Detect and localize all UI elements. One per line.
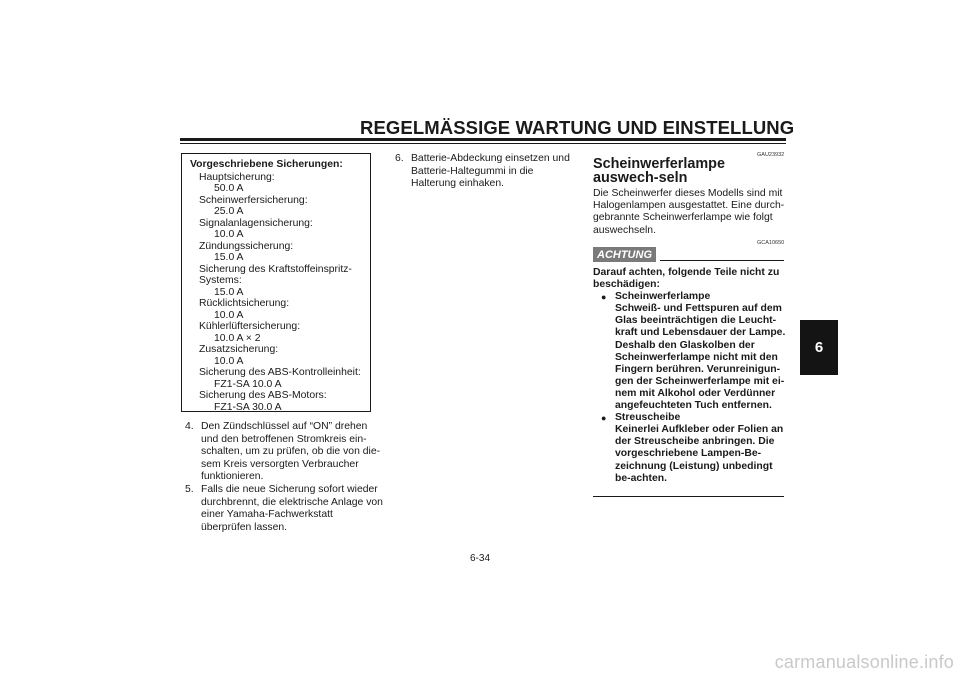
- step-number: 6.: [395, 153, 404, 164]
- section-heading: Scheinwerferlampe auswech-seln: [593, 156, 725, 186]
- fuse-value: 50.0 A: [214, 183, 244, 194]
- step-item: [185, 421, 385, 484]
- notice-intro: Darauf achten, folgende Teile nicht zu beschädigen:: [593, 267, 780, 291]
- fuse-value: FZ1-SA 30.0 A: [214, 401, 282, 413]
- procedure-steps-middle: [395, 153, 580, 191]
- notice-badge: ACHTUNG: [593, 247, 656, 262]
- fuse-spec-box: [181, 153, 371, 412]
- step-item: [395, 153, 580, 191]
- fuse-box-title: Vorgeschriebene Sicherungen:: [190, 159, 343, 170]
- step-item: [185, 484, 385, 534]
- header-rule: [180, 138, 786, 141]
- page-number: 6-34: [469, 553, 490, 564]
- fuse-label: Signalanlagensicherung:: [199, 217, 313, 229]
- fuse-value: FZ1-SA 10.0 A: [214, 378, 282, 390]
- step-number: 5.: [185, 483, 194, 495]
- notice-item: [601, 412, 788, 485]
- fuse-value: 15.0 A: [214, 286, 244, 298]
- notice-item: [601, 291, 788, 412]
- fuse-label: Sicherung des ABS-Motors:: [199, 390, 327, 401]
- fuse-label: Rücklichtsicherung:: [199, 298, 290, 309]
- bullet-icon: ●: [601, 292, 607, 303]
- step-text: Den Zündschlüssel auf “ON” drehen und den betroffenen Stromkreis ein-schalten, um zu prüfen, ob die von die-sem Kreis versorgten Verbraucher funktionieren.: [201, 421, 381, 483]
- section-body: Die Scheinwerfer dieses Modells sind mit Halogenlampen ausgestattet. Eine durch-gebrannte Scheinwerferlampe wie folgt auswechseln.: [593, 188, 785, 236]
- notice-rule-bottom: [593, 496, 784, 497]
- bullet-icon: ●: [601, 413, 607, 424]
- fuse-label: Kühlerlüftersicherung:: [199, 321, 301, 332]
- procedure-steps-left: [185, 421, 385, 534]
- chapter-tab: 6: [800, 320, 838, 375]
- fuse-label: Zusatzsicherung:: [199, 344, 279, 355]
- fuse-label: Zündungssicherung:: [199, 240, 294, 252]
- fuse-value: 10.0 A: [214, 229, 244, 240]
- notice-item-text: Schweiß- und Fettspuren auf dem Glas beeinträchtigen die Leucht-kraft und Lebensdauer der Lampe. Deshalb den Glaskolben der Scheinwerferlampe nicht mit den Fingern berühren. Verunreinigun-gen der Scheinwerferlampe mit ei-nem mit Alkohol oder Verdünner angefeuchteten Tuch entfernen.: [615, 303, 786, 412]
- header-rule-thin: [180, 143, 786, 144]
- fuse-label: Scheinwerfersicherung:: [199, 194, 308, 206]
- section-code: GAU23932: [757, 152, 785, 158]
- fuse-label: Hauptsicherung:: [199, 171, 275, 183]
- notice-rule: [660, 260, 784, 261]
- fuse-label: Systems:: [199, 275, 242, 286]
- notice-item-text: Keinerlei Aufkleber oder Folien an der Streuscheibe anbringen. Die vorgeschriebene Lampen-Be-zeichnung (Leistung) unbedingt be-achten.: [615, 424, 784, 484]
- notice-item-title: Streuscheibe: [615, 412, 681, 424]
- fuse-value: 15.0 A: [214, 252, 244, 263]
- fuse-value: 10.0 A: [214, 355, 244, 367]
- fuse-label: Sicherung des ABS-Kontrolleinheit:: [199, 367, 361, 378]
- page-title: REGELMÄSSIGE WARTUNG UND EINSTELLUNG: [360, 117, 795, 138]
- fuse-value: 10.0 A: [214, 309, 244, 321]
- step-text: Falls die neue Sicherung sofort wieder durchbrennt, die elektrische Anlage von einer Yamaha-Fachwerkstatt überprüfen lassen.: [201, 483, 383, 533]
- step-number: 4.: [185, 421, 194, 432]
- notice-item-title: Scheinwerferlampe: [615, 291, 711, 303]
- step-text: Batterie-Abdeckung einsetzen und Batterie-Haltegummi in die Halterung einhaken.: [411, 153, 570, 190]
- notice-code: GCA10650: [757, 240, 785, 246]
- fuse-value: 10.0 A × 2: [214, 332, 261, 344]
- fuse-value: 25.0 A: [214, 206, 244, 217]
- watermark: carmanualsonline.info: [774, 652, 954, 672]
- fuse-label: Sicherung des Kraftstoffeinspritz-: [199, 263, 352, 275]
- notice-block: [593, 267, 788, 485]
